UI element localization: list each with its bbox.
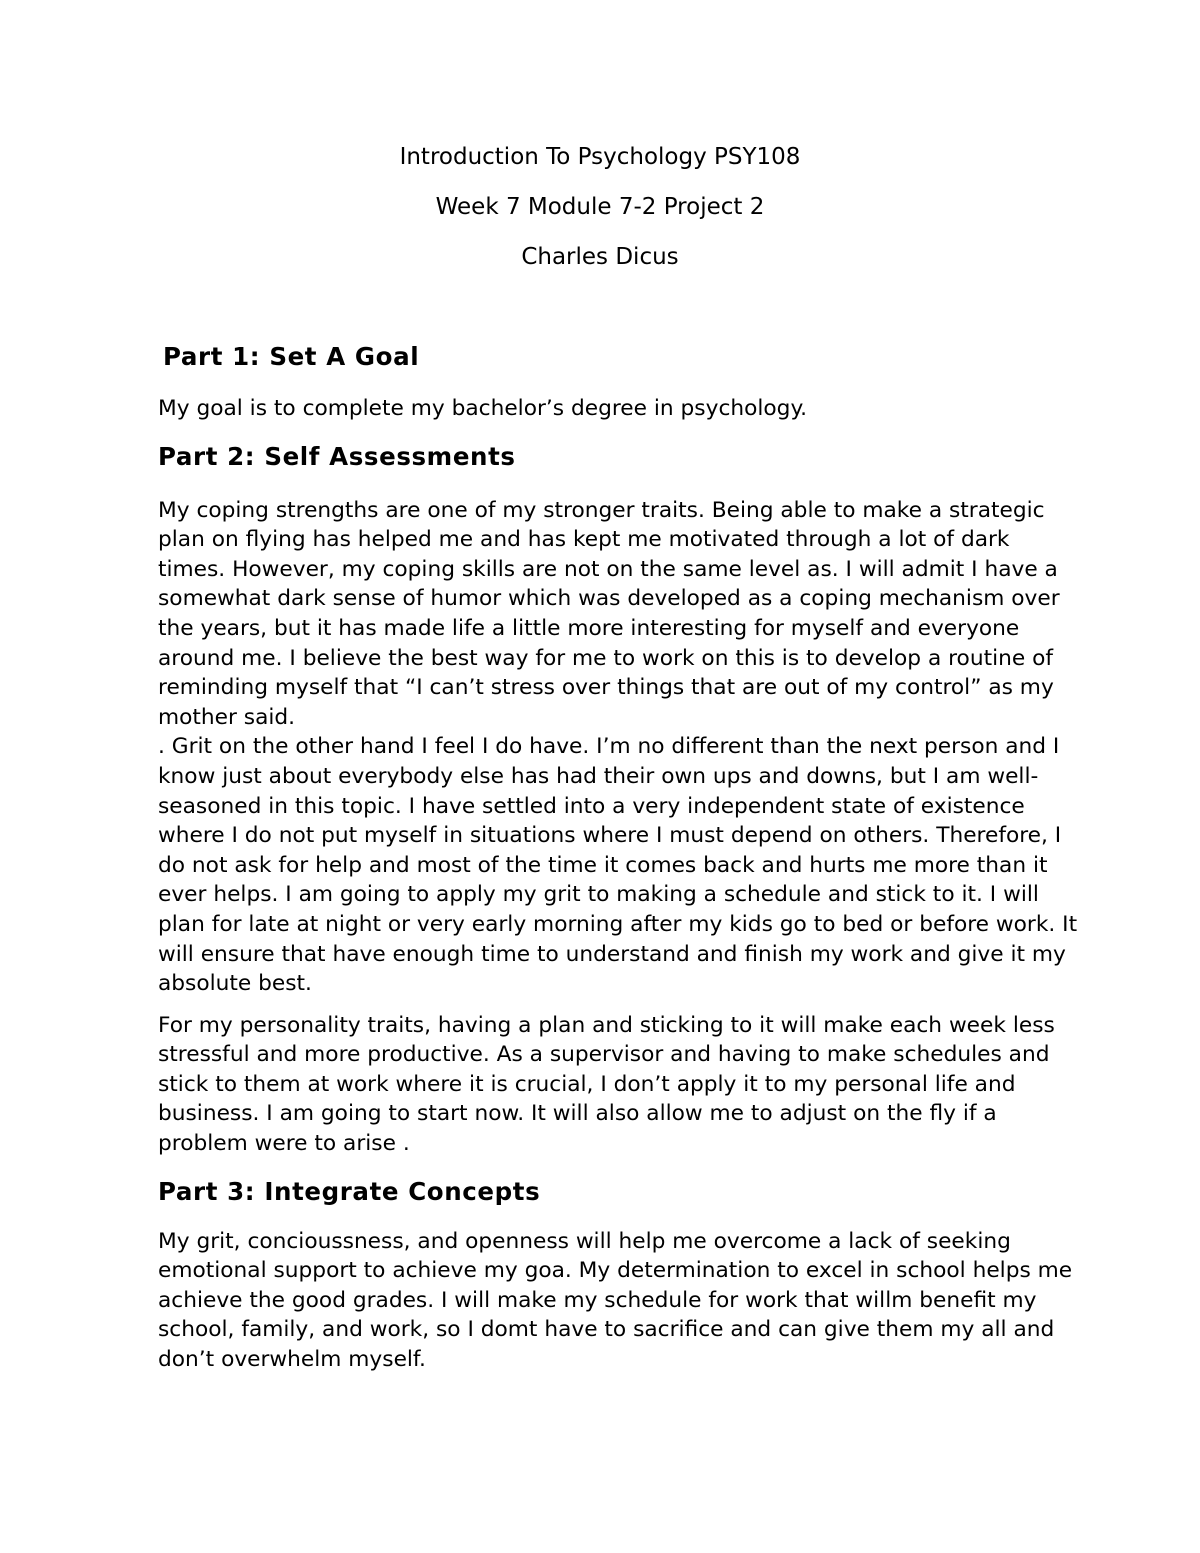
section-heading-part-1: Part 1: Set A Goal (163, 342, 420, 371)
section-heading-part-2: Part 2: Self Assessments (158, 441, 516, 471)
assignment-title: Week 7 Module 7-2 Project 2 (435, 194, 765, 220)
goal-paragraph: My goal is to complete my bachelor’s degree in psychology. (158, 396, 808, 421)
grit-paragraph: . Grit on the other hand I feel I do have. I’m no different than the next person and I know just about everybody else has had their own ups and downs, but I am well-seasoned in this topic. I have settled into a very independent state of existence where I do not put myself in situations where I must depend on others. Therefore, I do not ask for help and most of the time it comes back and hurts me more than it ever helps. I am going to apply my grit to making a schedule and stick to it. I will plan for late at night or very early morning after my kids go to bed or before work. It will ensure that have enough time to understand and finish my work and give it my absolute best. (158, 734, 1078, 997)
author-name: Charles Dicus (521, 244, 679, 270)
document-body (158, 340, 1078, 1375)
integrate-paragraph: My grit, concioussness, and openness will help me overcome a lack of seeking emotional support to achieve my goa. My determination to excel in school helps me achieve the good grades. I will make my schedule for work that willm benefit my school, family, and work, so I domt have to sacrifice and can give them my all and don’t overwhelm myself. (158, 1228, 1073, 1373)
personality-paragraph: For my personality traits, having a plan and sticking to it will make each week less stressful and more productive. As a supervisor and having to make schedules and stick to them at work where it is crucial, I don’t apply it to my personal life and business. I am going to start now. It will also allow me to adjust on the fly if a problem were to arise . (158, 1012, 1055, 1157)
course-title: Introduction To Psychology PSY108 (399, 144, 801, 170)
coping-paragraph: My coping strengths are one of my stronger traits. Being able to make a strategic plan on flying has helped me and has kept me motivated through a lot of dark times. However, my coping skills are not on the same level as. I will admit I have a somewhat dark sense of humor which was developed as a coping mechanism over the years, but it has made life a little more interesting for myself and everyone around me. I believe the best way for me to work on this is to develop a routine of reminding myself that “I can’t stress over things that are out of my control” as my mother said. (158, 497, 1060, 730)
section-heading-part-3: Part 3: Integrate Concepts (158, 1176, 541, 1206)
document-header (0, 142, 1200, 273)
